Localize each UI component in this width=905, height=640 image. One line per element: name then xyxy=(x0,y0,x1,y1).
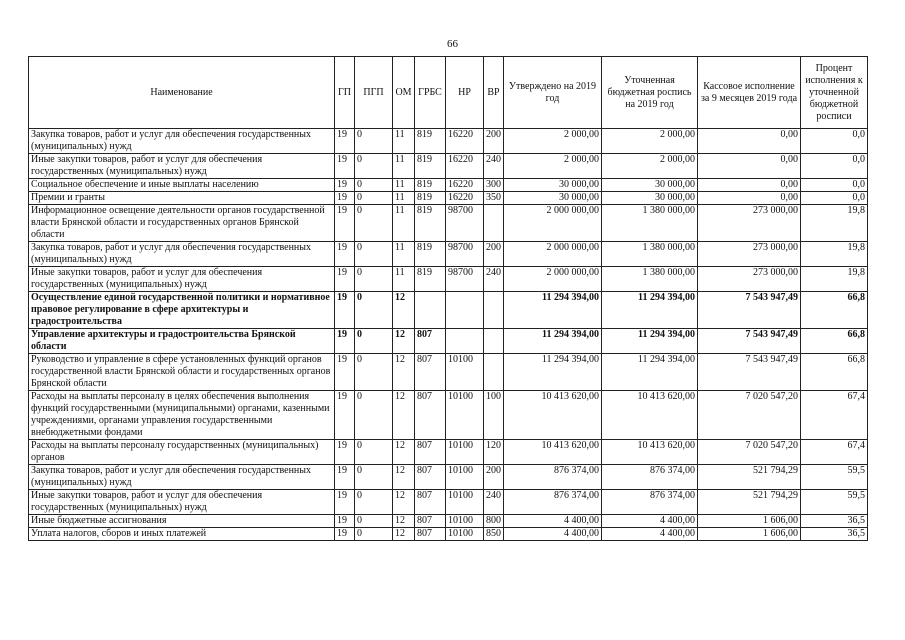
cell-percent: 59,5 xyxy=(801,490,868,515)
cell-vr: 850 xyxy=(484,528,504,541)
cell-gp: 19 xyxy=(335,267,355,292)
cell-cash: 273 000,00 xyxy=(698,242,801,267)
cell-grbs: 819 xyxy=(415,242,446,267)
cell-gp: 19 xyxy=(335,465,355,490)
cell-cash: 7 543 947,49 xyxy=(698,354,801,391)
cell-np: 16220 xyxy=(446,192,484,205)
cell-refined: 11 294 394,00 xyxy=(602,292,698,329)
cell-vr xyxy=(484,292,504,329)
cell-name: Осуществление единой государственной политики и нормативное правовое регулирование в сфере архитектуры и градостроительства xyxy=(29,292,335,329)
cell-om: 11 xyxy=(393,129,415,154)
cell-vr xyxy=(484,329,504,354)
cell-cash: 1 606,00 xyxy=(698,528,801,541)
cell-percent: 19,8 xyxy=(801,205,868,242)
cell-refined: 1 380 000,00 xyxy=(602,267,698,292)
cell-percent: 0,0 xyxy=(801,192,868,205)
cell-name: Премии и гранты xyxy=(29,192,335,205)
cell-grbs: 807 xyxy=(415,440,446,465)
cell-om: 12 xyxy=(393,292,415,329)
cell-name: Иные бюджетные ассигнования xyxy=(29,515,335,528)
cell-grbs: 819 xyxy=(415,129,446,154)
cell-ppgp: 0 xyxy=(355,129,393,154)
cell-cash: 0,00 xyxy=(698,179,801,192)
cell-refined: 876 374,00 xyxy=(602,490,698,515)
cell-vr: 240 xyxy=(484,154,504,179)
cell-om: 12 xyxy=(393,528,415,541)
cell-refined: 1 380 000,00 xyxy=(602,205,698,242)
cell-cash: 7 020 547,20 xyxy=(698,440,801,465)
cell-om: 11 xyxy=(393,267,415,292)
cell-name: Закупка товаров, работ и услуг для обеспечения государственных (муниципальных) нужд xyxy=(29,242,335,267)
cell-grbs: 807 xyxy=(415,515,446,528)
cell-approved: 11 294 394,00 xyxy=(504,292,602,329)
cell-om: 12 xyxy=(393,391,415,440)
cell-gp: 19 xyxy=(335,528,355,541)
cell-gp: 19 xyxy=(335,490,355,515)
cell-om: 11 xyxy=(393,192,415,205)
cell-vr: 200 xyxy=(484,465,504,490)
cell-name: Уплата налогов, сборов и иных платежей xyxy=(29,528,335,541)
cell-approved: 2 000 000,00 xyxy=(504,267,602,292)
header-om: ОМ xyxy=(393,57,415,129)
cell-percent: 66,8 xyxy=(801,329,868,354)
header-approved: Утверждено на 2019 год xyxy=(504,57,602,129)
cell-grbs: 819 xyxy=(415,154,446,179)
cell-ppgp: 0 xyxy=(355,192,393,205)
cell-vr: 200 xyxy=(484,129,504,154)
cell-om: 12 xyxy=(393,490,415,515)
cell-approved: 876 374,00 xyxy=(504,465,602,490)
cell-np: 16220 xyxy=(446,129,484,154)
cell-percent: 0,0 xyxy=(801,129,868,154)
cell-np: 98700 xyxy=(446,267,484,292)
cell-ppgp: 0 xyxy=(355,391,393,440)
cell-np: 10100 xyxy=(446,440,484,465)
cell-approved: 2 000,00 xyxy=(504,129,602,154)
cell-vr: 120 xyxy=(484,440,504,465)
cell-name: Расходы на выплаты персоналу в целях обеспечения выполнения функций государственными (муниципальными) органами, казенными учреждениями, органами управления государственными внебюджетными фондами xyxy=(29,391,335,440)
cell-grbs: 807 xyxy=(415,465,446,490)
header-gp: ГП xyxy=(335,57,355,129)
cell-np: 10100 xyxy=(446,515,484,528)
cell-ppgp: 0 xyxy=(355,490,393,515)
cell-approved: 10 413 620,00 xyxy=(504,440,602,465)
cell-grbs: 807 xyxy=(415,354,446,391)
header-np: НР xyxy=(446,57,484,129)
table-row xyxy=(29,242,868,267)
header-percent: Процент исполнения к уточненной бюджетной росписи xyxy=(801,57,868,129)
cell-vr: 300 xyxy=(484,179,504,192)
cell-refined: 876 374,00 xyxy=(602,465,698,490)
cell-percent: 36,5 xyxy=(801,515,868,528)
cell-vr: 800 xyxy=(484,515,504,528)
cell-gp: 19 xyxy=(335,329,355,354)
cell-name: Управление архитектуры и градостроительства Брянской области xyxy=(29,329,335,354)
table-header-row xyxy=(29,57,868,129)
cell-gp: 19 xyxy=(335,129,355,154)
cell-np: 10100 xyxy=(446,465,484,490)
cell-ppgp: 0 xyxy=(355,242,393,267)
cell-np: 10100 xyxy=(446,391,484,440)
cell-ppgp: 0 xyxy=(355,528,393,541)
header-vr: ВР xyxy=(484,57,504,129)
cell-grbs: 819 xyxy=(415,267,446,292)
cell-np: 10100 xyxy=(446,354,484,391)
cell-om: 11 xyxy=(393,179,415,192)
cell-grbs xyxy=(415,292,446,329)
cell-ppgp: 0 xyxy=(355,354,393,391)
cell-ppgp: 0 xyxy=(355,154,393,179)
cell-np xyxy=(446,329,484,354)
cell-vr: 100 xyxy=(484,391,504,440)
cell-vr: 240 xyxy=(484,490,504,515)
table-row xyxy=(29,440,868,465)
table-row xyxy=(29,354,868,391)
cell-gp: 19 xyxy=(335,179,355,192)
cell-name: Информационное освещение деятельности органов государственной власти Брянской области и государственных органов Брянской области xyxy=(29,205,335,242)
cell-refined: 4 400,00 xyxy=(602,528,698,541)
cell-percent: 66,8 xyxy=(801,292,868,329)
cell-ppgp: 0 xyxy=(355,440,393,465)
cell-ppgp: 0 xyxy=(355,267,393,292)
cell-cash: 7 543 947,49 xyxy=(698,329,801,354)
table-row xyxy=(29,154,868,179)
budget-table xyxy=(28,56,868,541)
cell-name: Иные закупки товаров, работ и услуг для обеспечения государственных (муниципальных) нужд xyxy=(29,490,335,515)
cell-approved: 11 294 394,00 xyxy=(504,354,602,391)
cell-grbs: 807 xyxy=(415,391,446,440)
cell-gp: 19 xyxy=(335,205,355,242)
cell-cash: 0,00 xyxy=(698,192,801,205)
cell-refined: 4 400,00 xyxy=(602,515,698,528)
cell-np: 10100 xyxy=(446,490,484,515)
table-row xyxy=(29,129,868,154)
cell-refined: 30 000,00 xyxy=(602,192,698,205)
cell-name: Расходы на выплаты персоналу государственных (муниципальных) органов xyxy=(29,440,335,465)
cell-cash: 273 000,00 xyxy=(698,205,801,242)
cell-cash: 0,00 xyxy=(698,154,801,179)
cell-cash: 1 606,00 xyxy=(698,515,801,528)
header-grbs: ГРБС xyxy=(415,57,446,129)
table-row xyxy=(29,292,868,329)
cell-grbs: 819 xyxy=(415,205,446,242)
header-name: Наименование xyxy=(29,57,335,129)
cell-np xyxy=(446,292,484,329)
cell-ppgp: 0 xyxy=(355,205,393,242)
cell-np: 98700 xyxy=(446,242,484,267)
table-row xyxy=(29,329,868,354)
cell-om: 12 xyxy=(393,440,415,465)
cell-gp: 19 xyxy=(335,391,355,440)
cell-gp: 19 xyxy=(335,242,355,267)
cell-percent: 19,8 xyxy=(801,267,868,292)
cell-percent: 0,0 xyxy=(801,154,868,179)
header-ppgp: ПГП xyxy=(355,57,393,129)
cell-np: 16220 xyxy=(446,154,484,179)
cell-vr xyxy=(484,354,504,391)
table-row xyxy=(29,391,868,440)
page-number: 66 xyxy=(447,38,458,50)
cell-percent: 36,5 xyxy=(801,528,868,541)
cell-np: 10100 xyxy=(446,528,484,541)
cell-om: 12 xyxy=(393,354,415,391)
cell-percent: 67,4 xyxy=(801,440,868,465)
cell-name: Социальное обеспечение и иные выплаты населению xyxy=(29,179,335,192)
cell-ppgp: 0 xyxy=(355,515,393,528)
cell-om: 12 xyxy=(393,465,415,490)
cell-refined: 11 294 394,00 xyxy=(602,329,698,354)
cell-refined: 10 413 620,00 xyxy=(602,391,698,440)
cell-name: Руководство и управление в сфере установленных функций органов государственной власти Брянской области и государственных органов Брянской области xyxy=(29,354,335,391)
header-cash: Кассовое исполнение за 9 месяцев 2019 года xyxy=(698,57,801,129)
cell-np: 98700 xyxy=(446,205,484,242)
cell-vr: 200 xyxy=(484,242,504,267)
cell-grbs: 819 xyxy=(415,192,446,205)
cell-approved: 30 000,00 xyxy=(504,192,602,205)
cell-approved: 30 000,00 xyxy=(504,179,602,192)
cell-refined: 11 294 394,00 xyxy=(602,354,698,391)
cell-percent: 67,4 xyxy=(801,391,868,440)
cell-approved: 2 000,00 xyxy=(504,154,602,179)
cell-gp: 19 xyxy=(335,292,355,329)
table-row xyxy=(29,179,868,192)
cell-cash: 7 543 947,49 xyxy=(698,292,801,329)
cell-grbs: 807 xyxy=(415,329,446,354)
cell-name: Закупка товаров, работ и услуг для обеспечения государственных (муниципальных) нужд xyxy=(29,129,335,154)
cell-grbs: 807 xyxy=(415,490,446,515)
table-row xyxy=(29,205,868,242)
cell-gp: 19 xyxy=(335,354,355,391)
table-row xyxy=(29,192,868,205)
cell-ppgp: 0 xyxy=(355,465,393,490)
cell-refined: 2 000,00 xyxy=(602,154,698,179)
cell-ppgp: 0 xyxy=(355,292,393,329)
cell-cash: 521 794,29 xyxy=(698,465,801,490)
cell-approved: 10 413 620,00 xyxy=(504,391,602,440)
cell-approved: 4 400,00 xyxy=(504,528,602,541)
cell-approved: 876 374,00 xyxy=(504,490,602,515)
cell-name: Закупка товаров, работ и услуг для обеспечения государственных (муниципальных) нужд xyxy=(29,465,335,490)
table-row xyxy=(29,490,868,515)
cell-refined: 30 000,00 xyxy=(602,179,698,192)
cell-cash: 0,00 xyxy=(698,129,801,154)
cell-om: 11 xyxy=(393,205,415,242)
cell-np: 16220 xyxy=(446,179,484,192)
cell-grbs: 807 xyxy=(415,528,446,541)
cell-cash: 7 020 547,20 xyxy=(698,391,801,440)
cell-om: 11 xyxy=(393,154,415,179)
table-row xyxy=(29,465,868,490)
cell-gp: 19 xyxy=(335,515,355,528)
cell-percent: 66,8 xyxy=(801,354,868,391)
cell-cash: 273 000,00 xyxy=(698,267,801,292)
cell-cash: 521 794,29 xyxy=(698,490,801,515)
table-row xyxy=(29,267,868,292)
cell-refined: 10 413 620,00 xyxy=(602,440,698,465)
cell-vr xyxy=(484,205,504,242)
cell-ppgp: 0 xyxy=(355,329,393,354)
cell-percent: 59,5 xyxy=(801,465,868,490)
cell-approved: 2 000 000,00 xyxy=(504,205,602,242)
cell-vr: 350 xyxy=(484,192,504,205)
cell-om: 12 xyxy=(393,329,415,354)
table-row xyxy=(29,515,868,528)
cell-gp: 19 xyxy=(335,440,355,465)
cell-om: 12 xyxy=(393,515,415,528)
cell-approved: 4 400,00 xyxy=(504,515,602,528)
cell-gp: 19 xyxy=(335,154,355,179)
cell-refined: 2 000,00 xyxy=(602,129,698,154)
cell-grbs: 819 xyxy=(415,179,446,192)
header-refined: Уточненная бюджетная роспись на 2019 год xyxy=(602,57,698,129)
cell-om: 11 xyxy=(393,242,415,267)
cell-refined: 1 380 000,00 xyxy=(602,242,698,267)
cell-percent: 19,8 xyxy=(801,242,868,267)
cell-approved: 2 000 000,00 xyxy=(504,242,602,267)
cell-ppgp: 0 xyxy=(355,179,393,192)
cell-gp: 19 xyxy=(335,192,355,205)
table-row xyxy=(29,528,868,541)
cell-name: Иные закупки товаров, работ и услуг для обеспечения государственных (муниципальных) нужд xyxy=(29,267,335,292)
cell-name: Иные закупки товаров, работ и услуг для обеспечения государственных (муниципальных) нужд xyxy=(29,154,335,179)
cell-vr: 240 xyxy=(484,267,504,292)
cell-percent: 0,0 xyxy=(801,179,868,192)
cell-approved: 11 294 394,00 xyxy=(504,329,602,354)
